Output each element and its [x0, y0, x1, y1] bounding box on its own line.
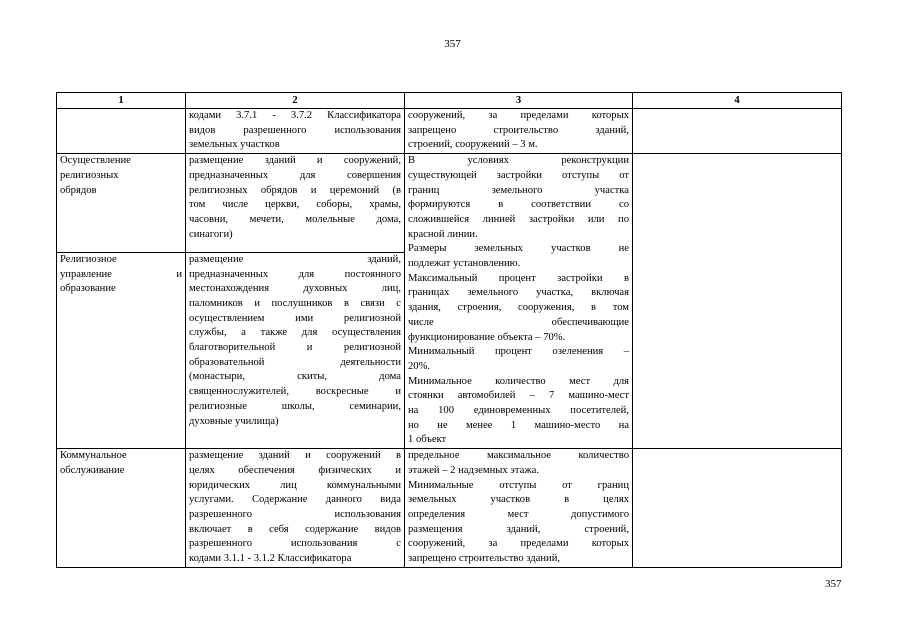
cell-line: сооружений, за пределами которых	[408, 110, 629, 121]
cell-line: Религиозное	[60, 253, 117, 265]
cell-line: определения мест допустимого	[408, 508, 629, 520]
cell-use-name	[57, 252, 186, 448]
cell-line: В условиях реконструкции	[408, 155, 629, 167]
column-header-4: 4	[633, 93, 842, 109]
cell-line: видов разрешенного использования	[189, 124, 401, 136]
cell-use-description	[186, 109, 405, 154]
cell-line: 1 объект	[408, 434, 447, 446]
cell-line: благотворительной и религиозной	[189, 342, 401, 354]
cell-line: духовные училища)	[189, 415, 279, 427]
cell-line: (монастыри, скиты, дома	[189, 371, 401, 383]
regulations-table	[56, 92, 842, 568]
cell-notes	[633, 449, 842, 568]
cell-line: сооружений, за пределами которых	[408, 538, 629, 550]
cell-line: паломников и послушников в связи с	[189, 297, 401, 309]
cell-line: размещение зданий,	[189, 253, 401, 265]
cell-line: строений, сооружений – 3 м.	[408, 139, 538, 151]
cell-line: предельное максимальное количество	[408, 450, 629, 462]
cell-line: стоянки автомобилей – 7 машино-мест	[408, 390, 629, 402]
cell-line: Осуществление	[60, 155, 131, 167]
cell-line: образование	[60, 283, 116, 295]
column-header-2: 2	[186, 93, 405, 109]
cell-line: разрешенного использования	[189, 508, 401, 520]
cell-line: обслуживание	[60, 464, 125, 476]
cell-line: том числе церкви, соборы, храмы,	[189, 199, 401, 211]
cell-line: обрядов	[60, 184, 97, 196]
cell-line: кодами 3.7.1 - 3.7.2 Классификатора	[189, 110, 401, 121]
table-row	[57, 449, 842, 568]
cell-line: разрешенного использования с	[189, 538, 401, 550]
cell-line: синагоги)	[189, 228, 233, 240]
cell-line: подлежат установлению.	[408, 258, 521, 270]
cell-line: управление и	[60, 268, 182, 280]
cell-line: числе обеспечивающие	[408, 316, 629, 328]
page-number-bottom: 357	[825, 578, 842, 590]
cell-line: формируются в соответствии со	[408, 199, 629, 211]
cell-line: сложившейся линией застройки или по	[408, 213, 629, 225]
cell-line: Минимальное количество мест для	[408, 375, 629, 387]
cell-line: священнослужителей, воскресные и	[189, 386, 401, 398]
cell-parameters	[405, 449, 633, 568]
table-header-row	[57, 93, 842, 109]
cell-line: размещение зданий и сооружений,	[189, 155, 401, 167]
cell-notes	[633, 109, 842, 154]
cell-line: функционирование объекта – 70%.	[408, 331, 566, 343]
cell-parameters	[405, 109, 633, 154]
cell-line: часовни, мечети, молельные дома,	[189, 213, 401, 225]
cell-line: Максимальный процент застройки в	[408, 272, 629, 284]
cell-line: но не менее 1 машино-место на	[408, 419, 629, 431]
cell-use-name	[57, 154, 186, 253]
cell-line: существующей застройки отступы от	[408, 169, 629, 181]
cell-line: красной линии.	[408, 228, 478, 240]
cell-line: местонахождения духовных лиц,	[189, 283, 401, 295]
cell-line: размещение зданий и сооружений в	[189, 450, 401, 462]
cell-line: земельных участков в целях	[408, 494, 629, 506]
cell-use-description	[186, 449, 405, 568]
cell-line: услугами. Содержание данного вида	[189, 494, 401, 506]
table-row	[57, 109, 842, 154]
cell-line: осуществлением ими религиозной	[189, 312, 401, 324]
cell-line: земельных участков	[189, 139, 280, 151]
cell-line: целях обеспечения физических и	[189, 464, 401, 476]
cell-line: 20%.	[408, 360, 431, 372]
column-header-1: 1	[57, 93, 186, 109]
cell-line: границах земельного участка, включая	[408, 287, 629, 299]
cell-parameters	[405, 154, 633, 449]
cell-line: границ земельного участка	[408, 184, 629, 196]
cell-notes	[633, 154, 842, 449]
cell-line: предназначенных для постоянного	[189, 268, 401, 280]
cell-line: службы, а также для осуществления	[189, 327, 401, 339]
cell-line: запрещено строительство зданий,	[408, 124, 629, 136]
cell-use-description	[186, 154, 405, 253]
cell-line: юридических лиц коммунальными	[189, 479, 401, 491]
cell-line: образовательной деятельности	[189, 356, 401, 368]
cell-line: Размеры земельных участков не	[408, 243, 629, 255]
cell-line: на 100 единовременных посетителей,	[408, 405, 629, 417]
cell-line: размещения зданий, строений,	[408, 523, 629, 535]
table-row	[57, 154, 842, 253]
column-header-3: 3	[405, 93, 633, 109]
cell-line: включает в себя содержание видов	[189, 523, 401, 535]
cell-line: религиозных обрядов и церемоний (в	[189, 184, 401, 196]
cell-use-name	[57, 109, 186, 154]
cell-line: Минимальный процент озеленения –	[408, 346, 629, 358]
cell-line: этажей – 2 надземных этажа.	[408, 464, 539, 476]
page-number-top: 357	[444, 38, 461, 50]
cell-line: здания, строения, сооружения, в том	[408, 302, 629, 314]
cell-use-description	[186, 252, 405, 448]
cell-line: религиозных	[60, 169, 119, 181]
cell-line: Минимальные отступы от границ	[408, 479, 629, 491]
cell-line: религиозные школы, семинарии,	[189, 400, 401, 412]
cell-line: кодами 3.1.1 - 3.1.2 Классификатора	[189, 553, 352, 565]
cell-line: предназначенных для совершения	[189, 169, 401, 181]
cell-line: Коммунальное	[60, 450, 127, 462]
cell-use-name	[57, 449, 186, 568]
cell-line: запрещено строительство зданий,	[408, 553, 561, 565]
